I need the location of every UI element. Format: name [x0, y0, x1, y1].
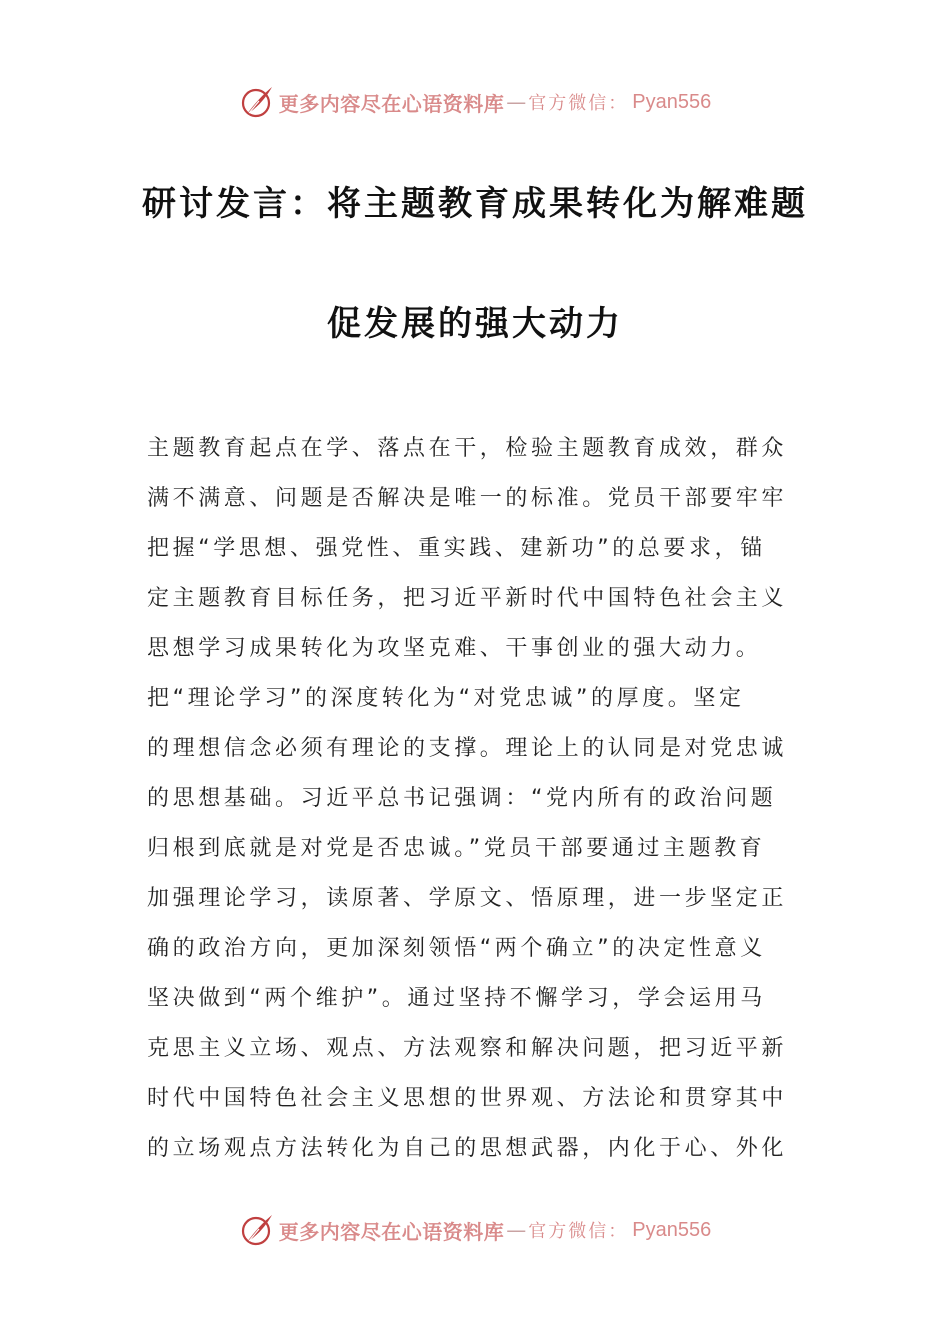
- body-line: 把“理论学习”的深度转化为“对党忠诚”的厚度。坚定: [147, 686, 745, 711]
- watermark-dash: —: [506, 1218, 527, 1242]
- body-line: 的理想信念必须有理论的支撑。理论上的认同是对党忠诚: [147, 736, 788, 761]
- watermark-site-text: 更多内容尽在心语资料库: [278, 1219, 505, 1244]
- watermark-site-text: 更多内容尽在心语资料库: [278, 91, 505, 116]
- body-line: 主题教育起点在学、落点在干，检验主题教育成效，群众: [147, 436, 788, 461]
- body-line: 加强理论学习，读原著、学原文、悟原理，进一步坚定正: [147, 886, 788, 911]
- document-body: [147, 424, 807, 1174]
- body-line: 把握“学思想、强党性、重实践、建新功”的总要求，锚: [147, 536, 766, 561]
- body-line: 定主题教育目标任务，把习近平新时代中国特色社会主义: [147, 586, 788, 611]
- body-line: 满不满意、问题是否解决是唯一的标准。党员干部要牢牢: [147, 486, 788, 511]
- quill-pen-logo-icon: [239, 84, 275, 120]
- document-title-line-1: 研讨发言：将主题教育成果转化为解难题: [142, 184, 808, 224]
- body-line: 克思主义立场、观点、方法观察和解决问题，把习近平新: [147, 1036, 788, 1061]
- watermark-wechat-id: Pyan556: [632, 1218, 712, 1241]
- footer-watermark: [0, 1208, 950, 1252]
- watermark-wechat-label: 官方微信：: [528, 93, 629, 114]
- watermark-wechat-label: 官方微信：: [528, 1221, 629, 1242]
- watermark-wechat-id: Pyan556: [632, 90, 712, 113]
- watermark-dash: —: [506, 90, 527, 114]
- body-line: 时代中国特色社会主义思想的世界观、方法论和贯穿其中: [147, 1086, 788, 1111]
- body-line: 思想学习成果转化为攻坚克难、干事创业的强大动力。: [147, 636, 762, 661]
- quill-pen-logo-icon: [239, 1212, 275, 1248]
- body-line: 的立场观点方法转化为自己的思想武器，内化于心、外化: [147, 1136, 788, 1161]
- document-title-line-2: 促发展的强大动力: [327, 304, 623, 344]
- body-line: 的思想基础。习近平总书记强调：“党内所有的政治问题: [147, 786, 777, 811]
- body-line: 坚决做到“两个维护”。通过坚持不懈学习，学会运用马: [147, 986, 766, 1011]
- body-line: 归根到底就是对党是否忠诚。”党员干部要通过主题教育: [147, 836, 766, 861]
- body-line: 确的政治方向，更加深刻领悟“两个确立”的决定性意义: [147, 936, 766, 961]
- header-watermark: [0, 80, 950, 124]
